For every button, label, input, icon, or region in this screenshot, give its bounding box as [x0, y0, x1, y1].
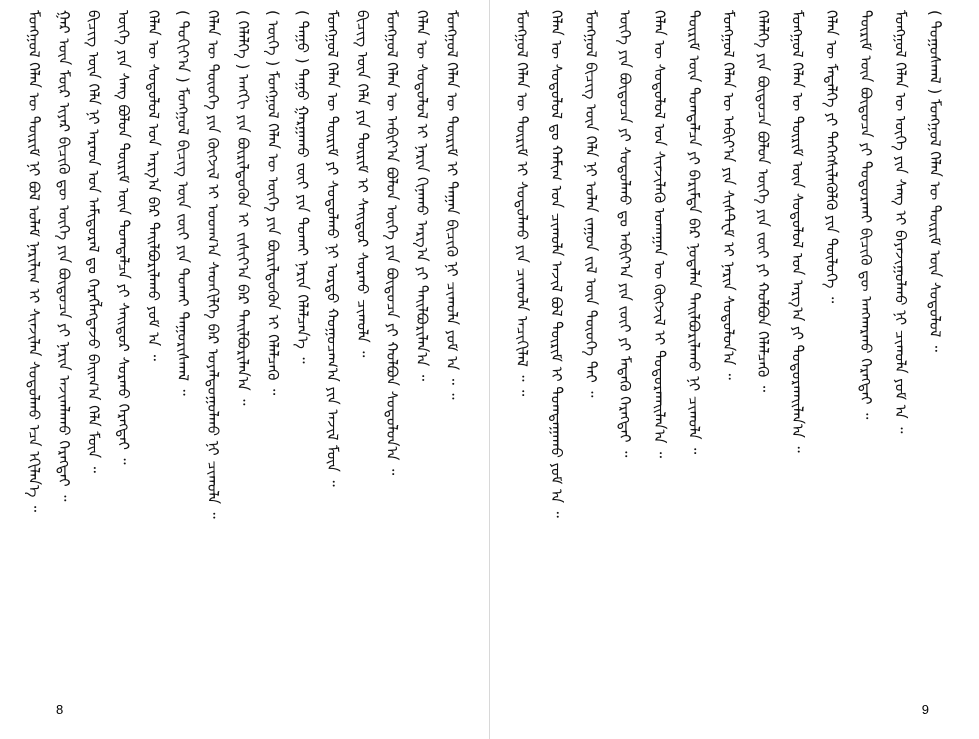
text-line: ( ᠬᠡᠯᠡᠯᠭᠡ ) ᠠᠩᠭᠢ ᠶᠢᠨ ᠪᠦᠷᠢᠯᠳᠦᠭᠦᠨ ᠢ ᠵᠢᠱᠢᠶ᠎ᠠ ᠪᠠᠷ ᠲᠠᠢᠯᠪᠤᠷᠢᠯᠠᠨ᠎ᠠ ᠃: [233, 10, 252, 406]
text-line: ᠮᠣᠩᠭᠣᠯ ᠬᠡᠯᠡᠨ ᠦ ᠳᠦᠷᠢᠮ ᠨᠢ ᠪᠣᠯ ᠤᠯᠠᠮ ᠨᠠᠷᠢᠯᠢᠭ ᠢ ᠰᠢᠨᠵᠢᠯᠡᠨ ᠰᠤᠳᠤᠯᠬᠤ ᠡᠴᠡ ᠡᠬᠢᠯᠡᠨ᠎ᠡ ᠃: [25, 10, 43, 513]
text-line: ( ᠦᠭᠡ ) ᠮᠣᠩᠭᠣᠯ ᠬᠡᠯᠡᠨ ᠦ ᠦᠭᠡ ᠶᠢᠨ ᠪᠦᠷᠢᠯᠳᠦᠬᠦᠨ ᠢ ᠬᠡᠯᠡᠯᠴᠡᠬᠦ ᠃: [263, 10, 282, 396]
text-line: ᠮᠣᠩᠭᠣᠯ ᠬᠡᠯᠡᠨ ᠦ ᠦᠭᠡ ᠶᠢᠨ ᠰᠠᠩ ᠢ ᠪᠠᠶᠠᠵᠢᠭᠤᠯᠬᠤ ᠨᠢ ᠴᠢᠬᠤᠯᠠ ᠶᠤᠮ ᠠ ᠃: [891, 10, 910, 434]
text-line: ᠬᠡᠯᠡᠨ ᠦ ᠰᠤᠳᠤᠯᠤᠯ ᠤᠨ ᠰᠢᠨᠵᠢᠯᠡᠬᠦ ᠤᠬᠠᠭᠠᠨ ᠦ ᠬᠥᠭᠵᠢᠯ ᠢ ᠲᠣᠳᠤᠷᠬᠠᠢᠯᠠᠨ᠎ᠠ ᠃: [650, 10, 669, 459]
right-page: [490, 0, 979, 739]
page-number: 8: [56, 702, 64, 717]
text-line: ᠪᠢᠴᠢᠭ ᠦᠨ ᠬᠡᠯᠡ ᠨᠢ ᠠᠷᠠᠳ ᠤᠨ ᠠᠮᠢᠳᠤᠷᠠᠯ ᠳᠤ ᠬᠡᠷᠡᠭᠯᠡᠭᠳᠡᠵᠦ ᠪᠠᠢᠭ᠎ᠠ ᠬᠡᠯᠡ ᠮᠥᠨ ᠃: [84, 10, 103, 473]
text-line: ᠬᠡᠯᠡᠨ ᠦ ᠰᠤᠳᠤᠯᠤᠯ ᠤᠨ ᠠᠷᠭ᠎ᠠ ᠪᠠᠷ ᠲᠠᠢᠯᠪᠤᠷᠢᠯᠠᠬᠤ ᠶᠤᠮ ᠠ ᠃: [144, 10, 163, 361]
text-line: ᠬᠡᠯᠡᠨ ᠦ ᠲᠦᠦᠬᠡ ᠶᠢᠨ ᠬᠥᠭᠵᠢᠯ ᠢ ᠤᠳᠬ᠎ᠠ ᠰᠡᠳᠬᠢᠯᠭᠡ ᠪᠡᠷ ᠤᠶᠠᠯᠳᠤᠭᠤᠯᠬᠤ ᠨᠢ ᠴᠢᠬᠤᠯᠠ ᠃: [204, 10, 223, 519]
text-line: ᠦᠭᠡ ᠶᠢᠨ ᠪᠦᠲᠦᠴᠡ ᠶᠢ ᠰᠤᠳᠤᠯᠬᠤ ᠳᠤ ᠠᠪᠢᠶ᠎ᠠ ᠶᠢᠨ ᠵᠦᠢ ᠶᠢ ᠮᠡᠳᠡᠬᠦ ᠬᠡᠷᠡᠭᠲᠡᠢ ᠃: [616, 10, 635, 458]
right-page-text-block: [508, 10, 949, 689]
text-line: ᠬᠡᠯᠡᠯᠭᠡ ᠶᠢᠨ ᠪᠦᠲᠦᠴᠡ ᠪᠣᠯᠤᠨ ᠦᠭᠡ ᠶᠢᠨ ᠵᠦᠢ ᠶᠢ ᠬᠣᠯᠪᠣᠨ ᠬᠡᠯᠡᠯᠴᠡᠬᠦ ᠃: [753, 10, 772, 392]
text-line: ᠮᠣᠩᠭᠣᠯ ᠪᠢᠴᠢᠭ ᠦᠨ ᠬᠡᠯᠡ ᠨᠢ ᠣᠯᠠᠨ ᠵᠠᠭᠤᠨ ᠵᠢᠯ ᠦᠨ ᠲᠦᠦᠬᠡ ᠲᠡᠢ ᠃: [581, 10, 600, 398]
text-line: ᠬᠡᠯᠡᠨ ᠦ ᠮᠡᠳᠡᠯᠭᠡ ᠶᠢ ᠳᠡᠭᠡᠭᠰᠢᠯᠡᠭᠦᠯᠬᠦ ᠶᠢᠨ ᠲᠥᠯᠥᠭᠡ ᠃: [822, 10, 841, 304]
text-line: ᠳᠦᠷᠢᠮ ᠦᠨ ᠲᠣᠭᠲᠠᠯᠴᠠ ᠶᠢ ᠪᠠᠷᠢᠮᠲᠠ ᠪᠠᠷ ᠨᠣᠲᠠᠯᠠᠨ ᠲᠠᠢᠯᠪᠤᠷᠢᠯᠠᠬᠤ ᠨᠢ ᠴᠢᠬᠤᠯᠠ ᠃: [685, 10, 704, 455]
text-line: ᠮᠣᠩᠭᠣᠯ ᠬᠡᠯᠡᠨ ᠦ ᠳᠦᠷᠢᠮ ᠶᠢ ᠰᠤᠳᠤᠯᠬᠤ ᠨᠢ ᠤᠷᠲᠤ ᠬᠤᠭᠤᠴᠠᠭ᠎ᠠ ᠶᠢᠨ ᠠᠵᠢᠯ ᠮᠥᠨ ᠃: [323, 10, 342, 487]
text-line: ( ᠳᠤᠬᠢᠶ᠎ᠠ ) ᠮᠣᠩᠭᠣᠯ ᠪᠢᠴᠢᠭ ᠦᠨ ᠵᠦᠢ ᠶᠢᠨ ᠲᠤᠬᠠᠢ ᠳᠠᠭᠤᠷᠢᠰᠬᠠᠯ ᠃: [174, 10, 193, 396]
text-line: ᠮᠣᠩᠭᠣᠯ ᠬᠡᠯᠡᠨ ᠦ ᠳᠦᠷᠢᠮ ᠦᠨ ᠰᠤᠳᠤᠯᠤᠯ ᠤᠨ ᠠᠷᠭ᠎ᠠ ᠶᠢ ᠲᠣᠳᠤᠷᠬᠠᠢᠯᠠᠨ᠎ᠠ ᠃: [788, 10, 807, 453]
text-line: ᠮᠣᠩᠭᠣᠯ ᠬᠡᠯᠡᠨ ᠦ ᠳᠦᠷᠢᠮ ᠢ ᠰᠤᠳᠤᠯᠬᠤ ᠶᠢᠨ ᠴᠢᠬᠤᠯᠠ ᠠᠴᠢᠬᠢᠯᠠᠯ ᠃ ᠃: [513, 10, 531, 397]
text-line: ( ᠳᠤᠭᠤᠰᠬᠠᠯ ) ᠮᠣᠩᠭᠣᠯ ᠬᠡᠯᠡᠨ ᠦ ᠳᠦᠷᠢᠮ ᠦᠨ ᠰᠤᠳᠤᠯᠤᠯ ᠃: [925, 10, 944, 352]
page-number: 9: [921, 702, 929, 717]
text-line: ᠮᠣᠩᠭᠣᠯ ᠬᠡᠯᠡᠨ ᠦ ᠠᠪᠢᠶ᠎ᠠ ᠶᠢᠨ ᠰᠢᠰᠲᠧᠮ ᠢ ᠨᠠᠷᠢᠨ ᠰᠤᠳᠤᠯᠤᠨ᠎ᠠ ᠃: [719, 10, 738, 380]
text-line: ᠭᠠᠷ ᠦᠨ ᠮᠥᠷ ᠢᠶᠡᠷ ᠪᠢᠴᠢᠬᠦ ᠳᠦ ᠥᠭᠡ ᠶᠢᠨ ᠪᠦᠲᠦᠴᠡ ᠶᠢ ᠨᠠᠷᠢᠨ ᠠᠵᠢᠭᠯᠠᠬᠤ ᠬᠡᠷᠡᠭᠲᠡᠢ ᠃: [54, 10, 73, 502]
text-line: ᠬᠡᠯᠡᠨ ᠦ ᠰᠤᠳᠤᠯᠤᠯ ᠢ ᠨᠠᠷᠢᠨ ᠬᠢᠨᠠᠬᠤ ᠠᠷᠭ᠎ᠠ ᠶᠢ ᠲᠠᠢᠯᠪᠤᠷᠢᠯᠠᠨ᠎ᠠ ᠃: [412, 10, 431, 381]
text-line: ᠪᠢᠴᠢᠭ ᠦᠨ ᠬᠡᠯᠡ ᠶᠢᠨ ᠳᠦᠷᠢᠮ ᠢ ᠰᠠᠢᠲᠤᠷ ᠰᠤᠷᠬᠤ ᠴᠢᠬᠤᠯᠠ ᠃: [353, 10, 372, 358]
text-line: ᠦᠭᠡ ᠶᠢᠨ ᠰᠠᠩ ᠪᠣᠯᠤᠨ ᠳᠦᠷᠢᠮ ᠦᠨ ᠲᠣᠭᠲᠠᠯᠴᠠ ᠶᠢ ᠰᠠᠢᠲᠤᠷ ᠰᠤᠷᠬᠤ ᠬᠡᠷᠡᠭᠲᠡᠢ ᠃: [114, 10, 133, 465]
text-line: ( ᠳᠠᠭᠤ ) ᠳᠠᠭᠤ ᠭᠠᠷᠭᠠᠬᠤ ᠵᠦᠢ ᠶᠢᠨ ᠲᠤᠬᠠᠢ ᠨᠠᠷᠢᠨ ᠬᠡᠯᠡᠯᠴᠡᠨ᠎ᠡ ᠃: [293, 10, 312, 364]
text-line: ᠮᠣᠩᠭᠣᠯ ᠬᠡᠯᠡᠨ ᠦ ᠠᠪᠢᠶ᠎ᠠ ᠪᠣᠯᠤᠨ ᠦᠭᠡ ᠶᠢᠨ ᠪᠦᠲᠦᠴᠡ ᠶᠢ ᠬᠣᠯᠪᠣᠨ ᠰᠤᠳᠤᠯᠤᠨ᠎ᠠ ᠃: [383, 10, 402, 476]
text-line: ᠬᠡᠯᠡᠨ ᠦ ᠰᠤᠳᠤᠯᠤᠯ ᠳᠤ ᠬᠠᠮᠢᠭ ᠤᠨ ᠴᠢᠬᠤᠯᠠ ᠠᠵᠢᠯ ᠪᠣᠯ ᠳᠦᠷᠢᠮ ᠢ ᠲᠣᠭᠲᠠᠭᠠᠬᠤ ᠶᠤᠮ ᠠ ᠃: [547, 10, 566, 518]
left-page-text-block: [20, 10, 466, 689]
text-line: ᠳᠦᠷᠢᠮ ᠦᠨ ᠪᠦᠲᠦᠴᠡ ᠶᠢ ᠲᠣᠳᠤᠷᠬᠠᠢ ᠪᠢᠴᠢᠬᠦ ᠳᠦ ᠠᠨᠭᠬᠠᠷᠬᠤ ᠬᠡᠷᠡᠭᠲᠡᠢ ᠃: [857, 10, 876, 420]
text-line: ᠮᠣᠩᠭᠣᠯ ᠬᠡᠯᠡᠨ ᠦ ᠳᠦᠷᠢᠮ ᠢ ᠳᠠᠭᠠᠨ ᠪᠢᠴᠢᠬᠦ ᠨᠢ ᠴᠢᠬᠤᠯᠠ ᠶᠤᠮ ᠠ ᠃ ᠃: [442, 10, 461, 400]
